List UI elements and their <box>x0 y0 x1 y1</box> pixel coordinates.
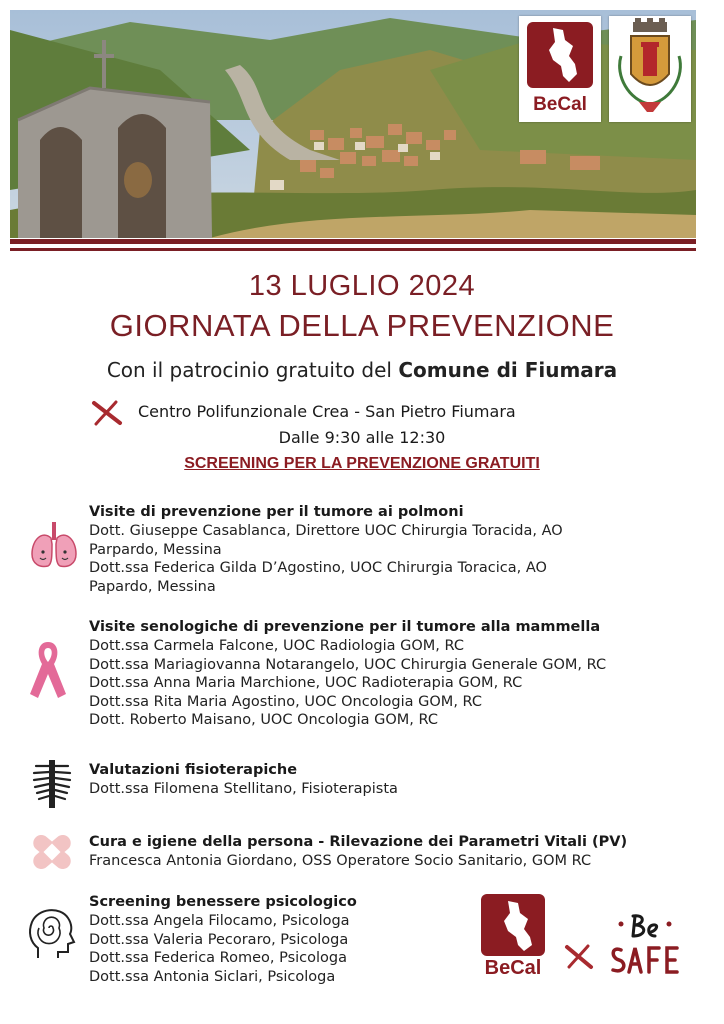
spine-icon <box>30 758 74 810</box>
calabria-map-icon <box>480 893 546 957</box>
section-line: Papardo, Messina <box>89 578 216 595</box>
calabria-map-icon <box>519 16 601 96</box>
section-title: Cura e igiene della persona - Rilevazione dei Parametri Vitali (PV) <box>89 834 628 850</box>
becal-logo-text: BeCal <box>484 957 542 979</box>
section-breast-screening <box>89 618 606 730</box>
section-line: Dott.ssa Federica Romeo, Psicologa <box>89 950 348 966</box>
screening-banner: SCREENING PER LA PREVENZIONE GRATUITI <box>184 455 540 472</box>
section-line: Parpardo, Messina <box>89 541 222 558</box>
event-location: Centro Polifunzionale Crea - San Pietro Fiumara <box>138 402 516 421</box>
section-title: Visite senologiche di prevenzione per il tumore alla mammella <box>89 619 601 635</box>
becal-logo-top <box>519 16 601 122</box>
section-line: Dott.ssa Angela Filocamo, Psicologa <box>89 913 350 929</box>
patronage-line <box>0 358 724 382</box>
x-marker-icon <box>90 399 126 427</box>
section-line: Dott.ssa Antonia Siclari, Psicologa <box>89 968 336 985</box>
section-title: Screening benessere psicologico <box>89 894 357 910</box>
section-line: Francesca Antonia Giordano, OSS Operatore Socio Sanitario, GOM RC <box>89 853 592 869</box>
event-date: 13 LUGLIO 2024 <box>248 270 476 302</box>
section-title: Valutazioni fisioterapiche <box>89 762 298 778</box>
bandage-icon <box>28 830 76 874</box>
section-line: Dott.ssa Valeria Pecoraro, Psicologa <box>89 931 349 948</box>
section-line: Dott.ssa Anna Maria Marchione, UOC Radioterapia GOM, RC <box>89 675 523 691</box>
section-line: Dott.ssa Carmela Falcone, UOC Radiologia GOM, RC <box>89 638 464 654</box>
patronage-prefix: Con il patrocinio gratuito del <box>106 358 399 382</box>
section-physiotherapy <box>89 761 398 799</box>
section-line: Dott. Roberto Maisano, UOC Oncologia GOM, RC <box>89 712 439 728</box>
head-spiral-icon <box>26 904 76 960</box>
section-personal-care <box>89 833 627 871</box>
section-title: Visite di prevenzione per il tumore ai polmoni <box>89 504 464 520</box>
header-rule-thin <box>10 248 696 251</box>
municipal-crest <box>609 16 691 122</box>
header-rule-thick <box>10 239 696 244</box>
pink-ribbon-icon <box>26 638 70 700</box>
collaboration-x-icon <box>564 944 596 970</box>
event-hours: Dalle 9:30 alle 12:30 <box>278 428 446 447</box>
section-line: Dott.ssa Rita Maria Agostino, UOC Oncologia GOM, RC <box>89 693 483 710</box>
section-line: Dott. Giuseppe Casablanca, Direttore UOC Chirurgia Toracida, AO <box>89 523 563 539</box>
section-lung-screening <box>89 503 563 596</box>
event-title: GIORNATA DELLA PREVENZIONE <box>109 308 615 343</box>
patronage-entity: Comune di Fiumara <box>398 358 618 382</box>
section-line: Dott.ssa Mariagiovanna Notarangelo, UOC Chirurgia Generale GOM, RC <box>89 656 607 673</box>
section-line: Dott.ssa Federica Gilda D’Agostino, UOC Chirurgia Toracica, AO <box>89 560 547 576</box>
lungs-icon <box>28 520 80 572</box>
section-line: Dott.ssa Filomena Stellitano, Fisioterapista <box>89 781 398 797</box>
crest-tower-icon <box>609 16 691 122</box>
becal-logo-text: BeCal <box>533 94 587 115</box>
be-safe-logo <box>605 910 687 986</box>
becal-logo-bottom <box>480 893 546 983</box>
section-psychological-wellbeing <box>89 893 357 986</box>
